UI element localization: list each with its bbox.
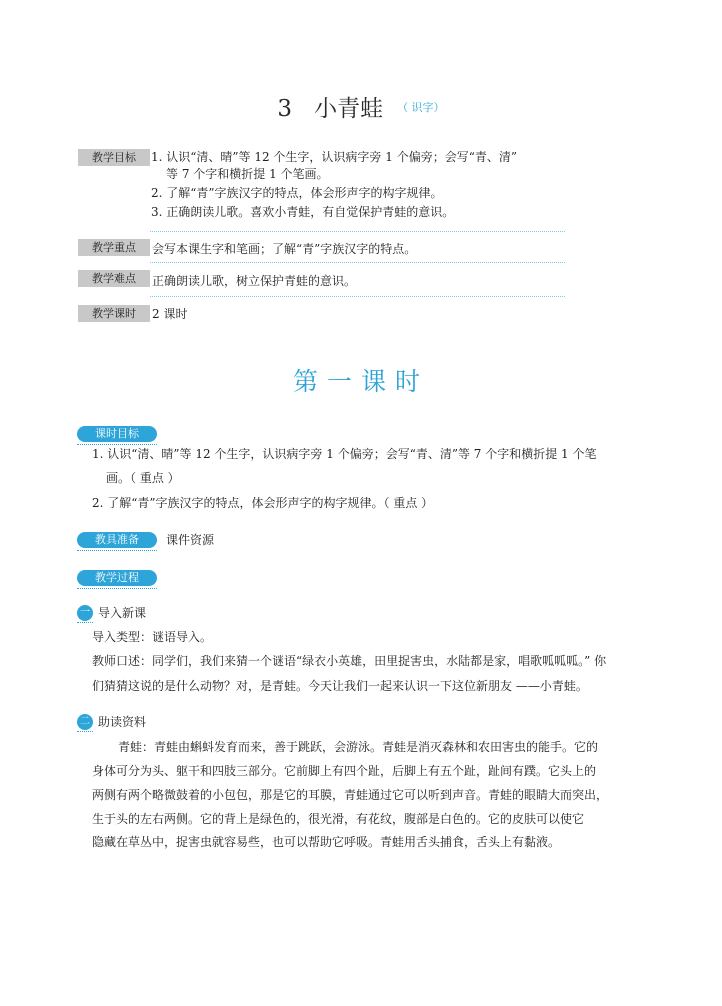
- step-2-number: 二: [77, 714, 93, 730]
- prep-value: 课件资源: [166, 533, 215, 547]
- lesson-title: [0, 90, 722, 123]
- tag-underline: [77, 588, 157, 589]
- step-2-line: 生于头的左右两侧。它的背上是绿色的，很光滑，有花纹，腹部是白色的。它的皮肤可以使它: [92, 812, 585, 826]
- hours-label: 教学课时: [78, 305, 150, 322]
- divider: [150, 262, 565, 263]
- lesson-goal-2: 2. 了解“青”字族汉字的特点，体会形声字的构字规律。（ 重点 ）: [92, 496, 434, 510]
- prep-tag: 教具准备: [77, 532, 157, 548]
- step-2-line: 隐藏在草丛中，捉害虫就容易些，也可以帮助它呼吸。青蛙用舌头捕食，舌头上有黏液。: [92, 835, 561, 849]
- step-underline: [77, 622, 93, 623]
- step-1-line: 导入类型：谜语导入。: [92, 630, 213, 644]
- goal-line-1: 1. 认识“清、晴”等 12 个生字，认识病字旁 1 个偏旁；会写“青、清”: [151, 150, 517, 164]
- goals-label: 教学目标: [78, 149, 150, 166]
- goal-line-1-cont: 等 7 个字和横折提 1 个笔画。: [166, 167, 329, 181]
- key-points-text: 会写本课生字和笔画；了解“青”字族汉字的特点。: [152, 242, 417, 256]
- divider: [150, 231, 565, 232]
- step-1-line: 们猜猜这说的是什么动物？对，是青蛙。今天让我们一起来认识一下这位新朋友 ——小青蛙。: [92, 679, 588, 693]
- step-2-line: 身体可分为头、躯干和四肢三部分。它前脚上有四个趾，后脚上有五个趾，趾间有蹼。它头上的: [92, 764, 597, 778]
- step-2-title: 助读资料: [98, 715, 147, 729]
- step-1-number: 一: [77, 605, 93, 621]
- divider: [150, 296, 565, 297]
- section-heading: 第一课时: [292, 367, 429, 396]
- step-2-line: 两侧有两个略微鼓着的小包包，那是它的耳膜，青蛙通过它可以听到声音。青蛙的眼睛大而突出，: [92, 788, 609, 802]
- step-2-line: 青蛙：青蛙由蝌蚪发育而来，善于跳跃，会游泳。青蛙是消灭森林和农田害虫的能手。它的: [118, 740, 599, 754]
- tag-underline: [77, 550, 157, 551]
- difficulty-text: 正确朗读儿歌，树立保护青蛙的意识。: [152, 274, 357, 288]
- step-1-line: 教师口述：同学们，我们来猜一个谜语“绿衣小英雄，田里捉害虫，水陆都是家，唱歌呱呱呱。” 你: [92, 654, 607, 668]
- step-1-title: 导入新课: [98, 606, 147, 620]
- goal-line-3: 3. 正确朗读儿歌。喜欢小青蛙，有自觉保护青蛙的意识。: [151, 205, 455, 219]
- lesson-number: 3: [277, 96, 293, 122]
- step-underline: [77, 731, 93, 732]
- lesson-goal-1: 1. 认识“清、晴”等 12 个生字，认识病字旁 1 个偏旁；会写“青、清”等 7 个字和横折提 1 个笔: [92, 447, 597, 461]
- goal-line-2: 2. 了解“青”字族汉字的特点，体会形声字的构字规律。: [151, 186, 443, 200]
- process-tag: 教学过程: [77, 570, 157, 586]
- lesson-name: 小青蛙: [314, 96, 384, 122]
- difficulty-label: 教学难点: [78, 270, 150, 287]
- hours-text: 2 课时: [152, 307, 188, 321]
- lesson-type-note: （ 识字）: [397, 101, 445, 114]
- lesson-goals-tag: 课时目标: [77, 426, 157, 442]
- key-points-label: 教学重点: [78, 239, 150, 256]
- lesson-goal-1-cont: 画。（ 重点 ）: [106, 471, 180, 485]
